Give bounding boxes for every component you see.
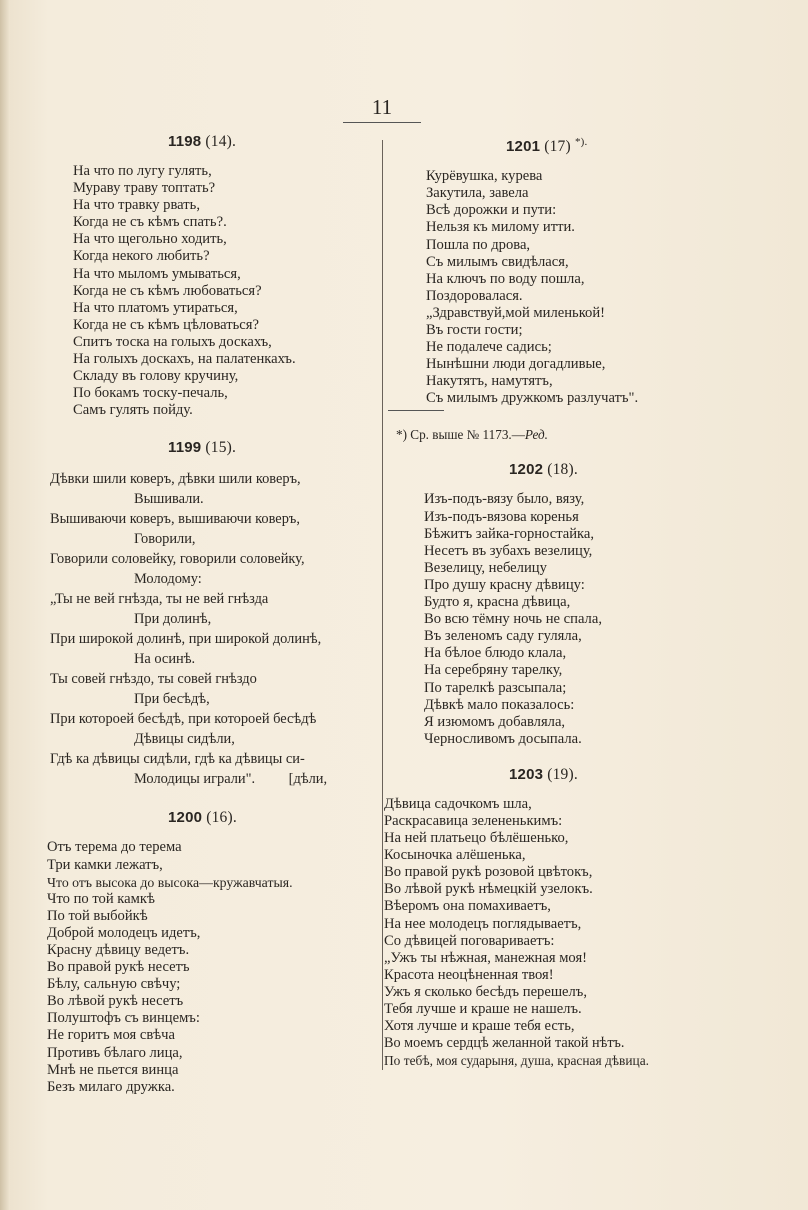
poem-line: Когда не съ кѣмъ цѣловаться? <box>73 316 259 333</box>
poem-line: На ключъ по воду пошла, <box>426 270 585 287</box>
poem-line: Не горитъ моя свѣча <box>47 1027 175 1044</box>
poem-heading-1201 <box>506 136 714 156</box>
poem-line: Когда не съ кѣмъ спать?. <box>73 214 227 231</box>
poem-1200 <box>47 839 375 1095</box>
poem-line: Во моемъ сердцѣ желанной такой нѣтъ. <box>384 1035 625 1052</box>
poem-line: Всѣ дорожки и пути: <box>426 202 557 219</box>
poem-line: По тебѣ, моя сударыня, душа, красная дѣвица. <box>384 1053 649 1069</box>
poem-line: По бокамъ тоску-печаль, <box>73 385 228 402</box>
poem-line: На что щегольно ходить, <box>73 231 227 248</box>
poem-line-text: Молодицы играли". <box>134 771 256 788</box>
footnote-text: *) Ср. выше № 1173.— <box>396 427 525 443</box>
left-column <box>45 133 375 1096</box>
poem-line: На ней платьецо бѣлёшенько, <box>384 830 569 847</box>
poem-heading-1198 <box>168 133 375 151</box>
poem-1198 <box>73 163 375 419</box>
poem-line: Противъ бѣлаго лица, <box>47 1044 183 1061</box>
poem-line: Дѣвкѣ мало показалось: <box>424 696 575 713</box>
footnote-rule <box>388 410 444 411</box>
poem-line: Говорили соловейку, говорили соловейку, <box>50 551 305 568</box>
poem-line: Во правой рукѣ розовой цвѣтокъ, <box>384 864 593 881</box>
poem-line: „Ужъ ты нѣжная, манежная моя! <box>384 949 588 966</box>
poem-line: Въ зеленомъ саду гуляла, <box>424 628 582 645</box>
poem-line: По той выбойкѣ <box>47 907 148 924</box>
poem-line: Говорили, <box>134 531 196 548</box>
poem-line <box>50 769 375 789</box>
poem-line: Съ милымъ дружкомъ разлучатъ". <box>426 390 639 407</box>
poem-line: По тарелкѣ разсыпала; <box>424 679 567 696</box>
footnote <box>396 427 714 443</box>
poem-line: На серебряну тарелку, <box>424 662 563 679</box>
poem-number: 1200 <box>168 809 203 827</box>
poem-subnumber: (15). <box>205 439 237 457</box>
poem-heading-1199 <box>168 439 375 457</box>
poem-line: Вышиваючи коверъ, вышиваючи коверъ, <box>50 511 300 528</box>
poem-line: Поздоровалася. <box>426 287 523 304</box>
poem-number: 1198 <box>168 133 202 150</box>
poem-subnumber: (19). <box>547 765 578 783</box>
poem-line: При котороей бесѣдѣ, при котороей бесѣдѣ <box>50 711 317 728</box>
poem-line: Изъ-подъ-вязу было, вязу, <box>424 491 585 508</box>
poem-line: „Ты не вей гнѣзда, ты не вей гнѣзда <box>50 591 269 608</box>
poem-line: Раскрасавица зелененькимъ: <box>384 812 563 829</box>
poem-line: Дѣвки шили коверъ, дѣвки шили коверъ, <box>50 471 301 488</box>
poem-line: Тебя лучше и краше не нашелъ. <box>384 1001 582 1017</box>
poem-line: Со дѣвицей поговариваетъ: <box>384 932 555 949</box>
poem-number: 1199 <box>168 439 202 457</box>
poem-line: Красота неоцѣненная твоя! <box>384 966 554 983</box>
poem-heading-1203 <box>509 766 714 784</box>
poem-line: На голыхъ доскахъ, на палатенкахъ. <box>73 351 296 368</box>
poem-number: 1202 <box>509 461 544 479</box>
poem-line: Я изюмомъ добавляла, <box>424 713 566 730</box>
poem-line: Изъ-подъ-вязова коренья <box>424 508 579 525</box>
page-number-rule <box>343 122 421 123</box>
poem-line: Полуштофъ съ винцемъ: <box>47 1010 200 1027</box>
poem-line: Пошла по дрова, <box>426 236 531 253</box>
poem-line: Отъ терема до терема <box>47 839 182 856</box>
poem-line: Косыночка алёшенька, <box>384 847 526 864</box>
poem-number: 1203 <box>509 765 544 783</box>
poem-line: При широкой долинѣ, при широкой долинѣ, <box>50 631 322 648</box>
poem-line: При долинѣ, <box>134 611 212 628</box>
poem-subnumber: (16). <box>206 809 237 827</box>
footnote-mark: *). <box>574 136 588 148</box>
poem-line: Что отъ высока до высока—кружавчатыя. <box>47 874 293 890</box>
poem-line-tail: [дѣли, <box>288 771 328 788</box>
poem-line: Хотя лучше и краше тебя есть, <box>384 1018 575 1035</box>
poem-line: На что платомъ утираться, <box>73 299 238 316</box>
poem-line: На бѣлое блюдо клала, <box>424 645 567 662</box>
poem-line: Бѣлу, сальную свѣчу; <box>47 976 181 993</box>
poem-heading-1202 <box>509 461 714 479</box>
poem-line: Гдѣ ка дѣвицы сидѣли, гдѣ ка дѣвицы си- <box>50 751 305 768</box>
poem-line: Спитъ тоска на голыхъ доскахъ, <box>73 333 272 350</box>
page-number: 11 <box>371 95 393 119</box>
poem-line: Красну дѣвицу ведетъ. <box>47 941 190 958</box>
poem-line: „Здравствуй,мой миленькой! <box>426 304 606 321</box>
poem-line: Во всю тёмну ночь не спала, <box>424 611 602 628</box>
poem-line: Мнѣ не пьется винца <box>47 1061 179 1078</box>
right-column <box>384 136 714 1069</box>
poem-heading-1200 <box>168 809 375 827</box>
poem-line: Вѣеромъ она помахиваетъ, <box>384 898 551 915</box>
poem-line: Бѣжитъ зайка-горностайка, <box>424 525 595 542</box>
poem-1203 <box>384 796 714 1070</box>
poem-line: На нее молодецъ поглядываетъ, <box>384 915 582 932</box>
poem-line: Черносливомъ досыпала. <box>424 730 582 747</box>
poem-line: На осинѣ. <box>134 651 196 668</box>
poem-subnumber: (18). <box>547 461 578 479</box>
poem-line: Будто я, красна дѣвица, <box>424 594 571 611</box>
poem-line: Во правой рукѣ несетъ <box>47 959 190 976</box>
poem-line: При бесѣдѣ, <box>134 691 210 708</box>
poem-line: Дѣвицы сидѣли, <box>134 731 235 748</box>
poem-line: Во лѣвой рукѣ нѣмецкій узелокъ. <box>384 881 593 898</box>
poem-line: Когда некого любить? <box>73 248 210 265</box>
poem-line: На что по лугу гулять, <box>73 163 212 179</box>
poem-line: Накутятъ, намутятъ, <box>426 373 553 390</box>
poem-line: Закутила, завела <box>426 185 529 202</box>
poem-line: Везелицу, небелицу <box>424 559 547 576</box>
poem-line: Несетъ въ зубахъ везелицу, <box>424 542 593 559</box>
poem-line: Не подалече садись; <box>426 339 552 356</box>
poem-number: 1201 <box>506 138 541 156</box>
poem-line: Нельзя къ милому итти. <box>426 219 575 236</box>
poem-line: Три камки лежатъ, <box>47 856 163 873</box>
poem-line: Самъ гулять пойду. <box>73 402 193 419</box>
poem-line: Мураву траву топтать? <box>73 180 216 197</box>
poem-line: Ты совей гнѣздо, ты совей гнѣздо <box>50 671 257 688</box>
poem-line: Доброй молодецъ идетъ, <box>47 924 201 941</box>
poem-line: Молодому: <box>134 571 202 588</box>
poem-line: Съ милымъ свидѣлася, <box>426 253 569 270</box>
poem-1201 <box>426 168 714 407</box>
poem-1202 <box>424 491 714 747</box>
page-edge <box>0 0 10 1210</box>
poem-line: Вышивали. <box>134 491 204 508</box>
poem-line: Въ гости гости; <box>426 322 523 338</box>
poem-line: Безъ милаго дружка. <box>47 1078 175 1095</box>
poem-line: Курёвушка, курева <box>426 168 543 185</box>
poem-line: Когда не съ кѣмъ любоваться? <box>73 282 262 299</box>
column-divider <box>382 140 383 1070</box>
poem-line: Дѣвица садочкомъ шла, <box>384 795 532 812</box>
poem-line: На что мыломъ умываться, <box>73 265 241 282</box>
poem-subnumber: (14). <box>205 133 237 150</box>
poem-line: Во лѣвой рукѣ несетъ <box>47 993 184 1010</box>
poem-line: Складу въ голову кручину, <box>73 368 239 385</box>
poem-1199 <box>50 469 375 789</box>
poem-line: Про душу красну дѣвицу: <box>424 576 585 593</box>
poem-line: Нынѣшни люди догадливые, <box>426 356 606 373</box>
poem-subnumber: (17) <box>544 138 571 156</box>
poem-line: На что травку рвать, <box>73 197 200 214</box>
footnote-editor-ref: Ред. <box>524 427 548 443</box>
poem-line: Ужъ я сколько бесѣдъ перешелъ, <box>384 983 588 1000</box>
poem-line: Что по той камкѣ <box>47 890 155 907</box>
